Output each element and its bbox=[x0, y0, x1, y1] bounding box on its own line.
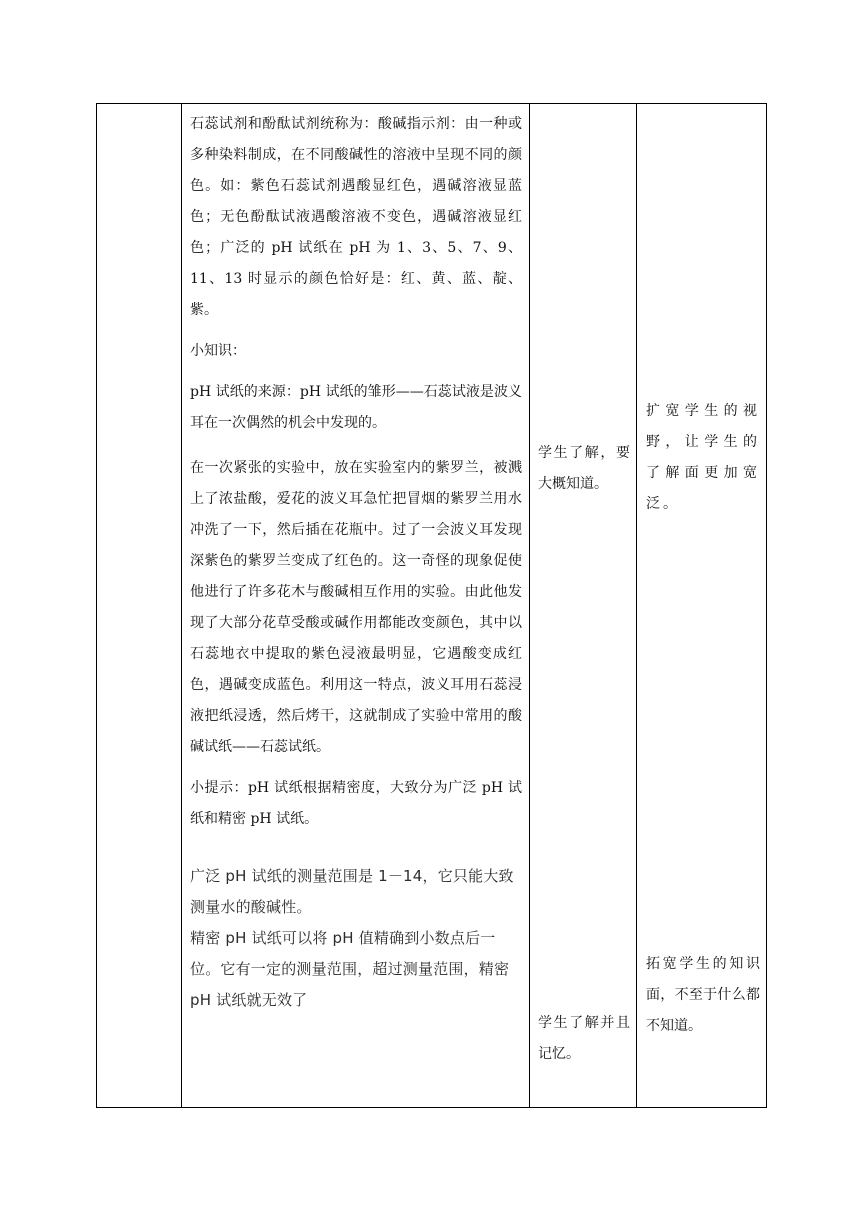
student-activity-cell bbox=[530, 104, 637, 1108]
student-note-2: 学生了解并且记忆。 bbox=[538, 1015, 630, 1062]
teaching-content-cell bbox=[182, 104, 530, 1108]
embedded-text-image bbox=[190, 861, 522, 1016]
tip-paragraph: 小提示：pH 试纸根据精密度，大致分为广泛 pH 试纸和精密 pH 试纸。 bbox=[190, 780, 522, 827]
purpose-note-2: 拓宽学生的知识面，不至于什么都不知道。 bbox=[646, 956, 760, 1034]
image-line-broad-ph: 广泛 pH 试纸的测量范围是 1－14，它只能大致测量水的酸碱性。 bbox=[190, 867, 514, 916]
student-note-1: 学生了解，要大概知道。 bbox=[538, 445, 630, 492]
boyle-story-paragraph: 在一次紧张的实验中，放在实验室内的紫罗兰，被溅上了浓盐酸，爱花的波义耳急忙把冒烟的紫罗兰用水冲洗了一下，然后插在花瓶中。过了一会波义耳发现深紫色的紫罗兰变成了红色的。这一奇怪的现象促使他进行了许多花木与酸碱相互作用的实验。由此他发现了大部分花草受酸或碱作用都能改变颜色，其中以石蕊地衣中提取的紫色浸液最明显，它遇酸变成红色，遇碱变成蓝色。利用这一特点，波义耳用石蕊浸液把纸浸透，然后烤干，这就制成了实验中常用的酸碱试纸——石蕊试纸。 bbox=[190, 460, 522, 755]
image-line-precise-ph: 精密 pH 试纸可以将 pH 值精确到小数点后一位。它有一定的测量范围，超过测量范围，精密 pH 试纸就无效了 bbox=[190, 929, 510, 1009]
indicator-paragraph: 石蕊试剂和酚酞试剂统称为：酸碱指示剂：由一种或多种染料制成，在不同酸碱性的溶液中呈现不同的颜色。如：紫色石蕊试剂遇酸显红色，遇碱溶液显蓝色；无色酚酞试液遇酸溶液不变色，遇碱溶液显红色；广泛的 pH 试纸在 pH 为 1、3、5、7、9、11、13 时显示的颜色恰好是：红、黄、蓝、靛、紫。 bbox=[190, 116, 522, 318]
lesson-plan-table bbox=[96, 103, 767, 1108]
knowledge-heading: 小知识： bbox=[190, 343, 246, 359]
design-purpose-cell bbox=[637, 104, 767, 1108]
empty-cell bbox=[97, 104, 182, 1108]
ph-paper-origin-paragraph: pH 试纸的来源：pH 试纸的雏形——石蕊试液是波义耳在一次偶然的机会中发现的。 bbox=[190, 384, 522, 431]
purpose-note-1: 扩宽学生的视野，让学生的了解面更加宽泛。 bbox=[646, 403, 760, 512]
table-row bbox=[97, 104, 767, 1108]
